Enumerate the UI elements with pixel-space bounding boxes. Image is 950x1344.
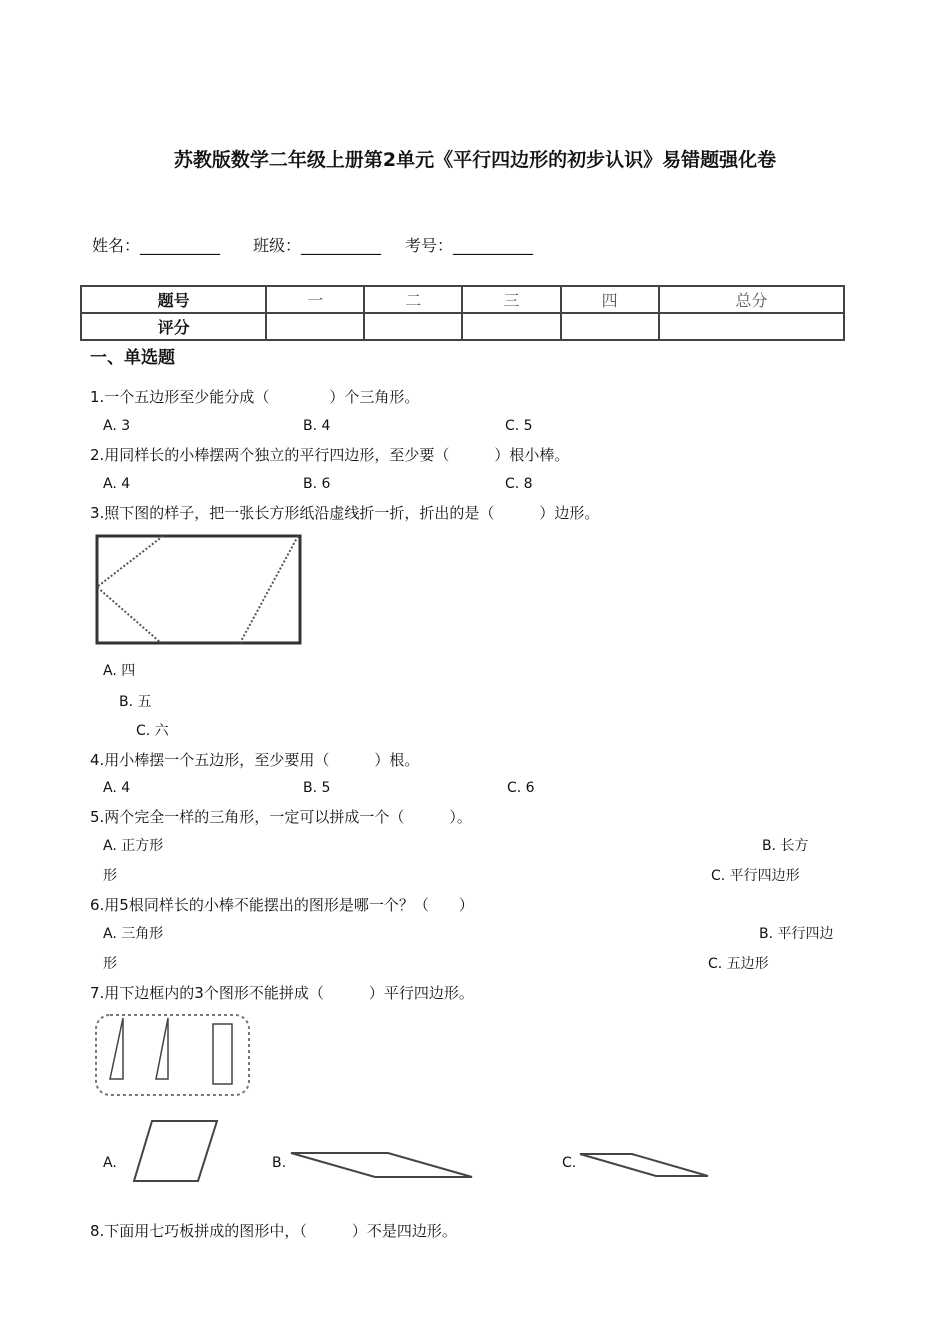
table-header-cell: 三 <box>462 286 560 313</box>
question-5: 5.两个完全一样的三角形，一定可以拼成一个（ ）。 <box>90 808 472 826</box>
option-c[interactable]: C. 6 <box>507 780 535 796</box>
option-c[interactable]: C. 五边形 <box>708 956 769 972</box>
question-3: 3.照下图的样子，把一张长方形纸沿虚线折一折，折出的是（ ）边形。 <box>90 504 600 522</box>
option-a[interactable]: A. 四 <box>103 663 136 679</box>
option-a[interactable]: A. 三角形 <box>103 926 164 942</box>
option-a[interactable]: A. <box>103 1155 117 1171</box>
page-title: 苏教版数学二年级上册第2单元《平行四边形的初步认识》易错题强化卷 <box>173 149 777 171</box>
option-c[interactable]: C. <box>562 1155 577 1171</box>
option-a[interactable]: A. 4 <box>103 476 131 492</box>
option-c[interactable]: C. 六 <box>136 723 169 739</box>
table-header-cell: 题号 <box>81 286 266 313</box>
score-cell <box>364 313 462 340</box>
parallelogram-a-icon <box>115 1115 225 1185</box>
table-header-cell: 总分 <box>659 286 844 313</box>
shapes-box-figure <box>93 1010 253 1100</box>
name-field: 姓名：__________ <box>92 236 221 255</box>
table-header-cell: 四 <box>561 286 659 313</box>
parallelogram-c-icon <box>575 1148 715 1184</box>
score-cell <box>561 313 659 340</box>
option-b[interactable]: B. 五 <box>119 694 152 710</box>
option-b-wrap[interactable]: 形 <box>103 956 117 972</box>
table-row <box>81 286 844 313</box>
option-c[interactable]: C. 平行四边形 <box>711 868 800 884</box>
option-b[interactable]: B. <box>272 1155 287 1171</box>
section-heading: 一、单选题 <box>90 348 175 368</box>
score-cell <box>462 313 560 340</box>
option-b[interactable]: B. 5 <box>303 780 331 796</box>
option-c[interactable]: C. 5 <box>505 418 533 434</box>
option-b[interactable]: B. 平行四边 <box>759 926 834 942</box>
parallelogram-b-icon <box>285 1145 480 1185</box>
question-2: 2.用同样长的小棒摆两个独立的平行四边形，至少要（ ）根小棒。 <box>90 446 570 464</box>
option-b-wrap[interactable]: 形 <box>103 868 117 884</box>
score-cell <box>266 313 364 340</box>
score-table <box>80 285 845 341</box>
question-6: 6.用5根同样长的小棒不能摆出的图形是哪一个？（ ） <box>90 896 474 914</box>
score-cell <box>659 313 844 340</box>
option-a[interactable]: A. 3 <box>103 418 131 434</box>
question-1: 1.一个五边形至少能分成（ ）个三角形。 <box>90 388 420 406</box>
option-a[interactable]: A. 正方形 <box>103 838 164 854</box>
table-header-cell: 一 <box>266 286 364 313</box>
question-8: 8.下面用七巧板拼成的图形中，（ ）不是四边形。 <box>90 1222 457 1240</box>
table-row-label: 评分 <box>81 313 266 340</box>
exam-no-field: 考号：__________ <box>405 236 534 255</box>
option-b[interactable]: B. 长方 <box>762 838 809 854</box>
option-a[interactable]: A. 4 <box>103 780 131 796</box>
option-b[interactable]: B. 4 <box>303 418 331 434</box>
option-c[interactable]: C. 8 <box>505 476 533 492</box>
question-7: 7.用下边框内的3个图形不能拼成（ ）平行四边形。 <box>90 984 474 1002</box>
option-b[interactable]: B. 6 <box>303 476 331 492</box>
table-row <box>81 313 844 340</box>
folded-rectangle-figure <box>93 532 305 647</box>
question-4: 4.用小棒摆一个五边形，至少要用（ ）根。 <box>90 751 420 769</box>
class-field: 班级：__________ <box>253 236 382 255</box>
table-header-cell: 二 <box>364 286 462 313</box>
